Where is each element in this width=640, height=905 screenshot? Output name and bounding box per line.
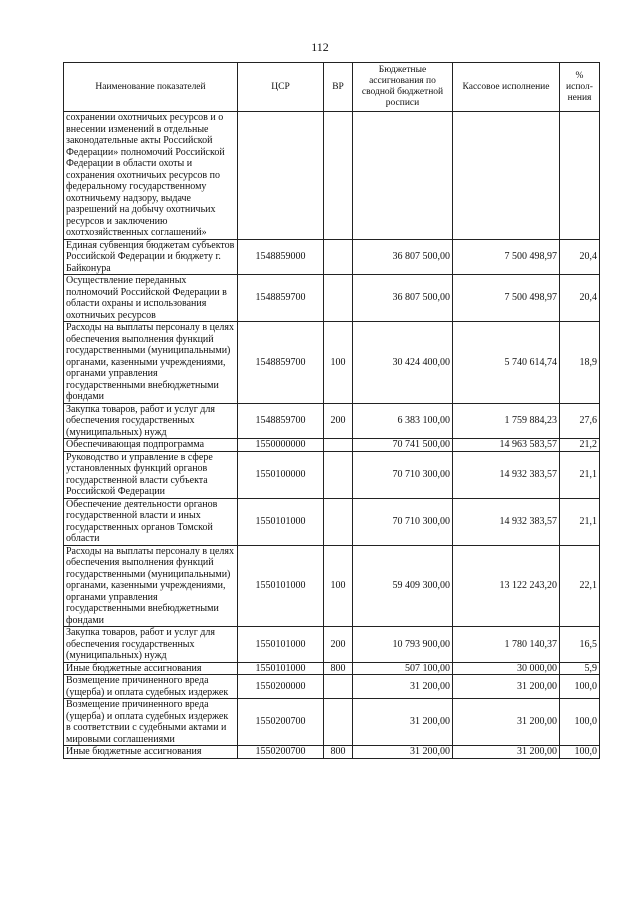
header-percent: % испол-нения [560,63,600,112]
cell-execution: 31 200,00 [453,675,560,699]
cell-assignments: 507 100,00 [353,662,453,675]
table-row [64,451,600,498]
cell-execution: 30 000,00 [453,662,560,675]
cell-vr: 100 [324,545,353,627]
cell-csr: 1548859700 [238,322,324,404]
table-row [64,275,600,322]
cell-percent: 100,0 [560,675,600,699]
cell-name: Расходы на выплаты персоналу в целях обеспечения выполнения функций государственными (муниципальными) органами, казенными учреждениями, органами управления государственными внебюджетными фондами [64,545,238,627]
cell-csr: 1548859700 [238,275,324,322]
cell-percent: 22,1 [560,545,600,627]
cell-assignments: 6 383 100,00 [353,403,453,439]
cell-vr: 800 [324,746,353,759]
cell-name: Возмещение причиненного вреда (ущерба) и оплата судебных издержек [64,675,238,699]
page-number: 112 [311,40,329,54]
cell-vr: 200 [324,403,353,439]
cell-vr [324,498,353,545]
cell-name: сохранении охотничьих ресурсов и о внесении изменений в отдельные законодательные акты Российской Федерации» полномочий Российской Федерации в области охоты и сохранения охотничьих ресурсов по федеральному государственному охотничьему надзору, выдаче разрешений на добычу охотничьих ресурсов и заключению охотхозяйственных соглашений» [64,112,238,240]
cell-percent: 20,4 [560,275,600,322]
cell-percent: 21,1 [560,451,600,498]
table-row [64,746,600,759]
cell-vr [324,675,353,699]
cell-percent: 20,4 [560,239,600,275]
cell-csr: 1550101000 [238,627,324,663]
cell-name: Расходы на выплаты персоналу в целях обеспечения выполнения функций государственными (муниципальными) органами, казенными учреждениями, органами управления государственными внебюджетными фондами [64,322,238,404]
cell-execution: 14 963 583,57 [453,439,560,452]
cell-execution: 13 122 243,20 [453,545,560,627]
cell-execution: 7 500 498,97 [453,239,560,275]
table-row [64,699,600,746]
cell-vr: 200 [324,627,353,663]
cell-execution: 14 932 383,57 [453,451,560,498]
header-execution: Кассовое исполнение [453,63,560,112]
cell-vr [324,451,353,498]
cell-execution: 7 500 498,97 [453,275,560,322]
cell-execution: 31 200,00 [453,746,560,759]
cell-csr: 1550101000 [238,662,324,675]
cell-assignments: 36 807 500,00 [353,239,453,275]
budget-table [63,62,600,759]
cell-csr: 1548859000 [238,239,324,275]
cell-assignments: 31 200,00 [353,746,453,759]
cell-assignments: 70 741 500,00 [353,439,453,452]
cell-csr: 1550101000 [238,498,324,545]
cell-vr [324,239,353,275]
cell-csr: 1550200700 [238,699,324,746]
cell-name: Иные бюджетные ассигнования [64,662,238,675]
cell-vr [324,275,353,322]
cell-percent: 18,9 [560,322,600,404]
cell-vr [324,699,353,746]
table-row [64,627,600,663]
header-vr: ВР [324,63,353,112]
cell-execution: 5 740 614,74 [453,322,560,404]
cell-assignments: 30 424 400,00 [353,322,453,404]
table-row [64,439,600,452]
cell-assignments: 70 710 300,00 [353,451,453,498]
cell-percent: 100,0 [560,746,600,759]
cell-vr [324,439,353,452]
cell-csr: 1550100000 [238,451,324,498]
cell-csr: 1550200700 [238,746,324,759]
table-row [64,545,600,627]
cell-execution: 1 759 884,23 [453,403,560,439]
cell-assignments: 10 793 900,00 [353,627,453,663]
cell-name: Закупка товаров, работ и услуг для обеспечения государственных (муниципальных) нужд [64,403,238,439]
cell-name: Обеспечение деятельности органов государственной власти и иных государственных органов Томской области [64,498,238,545]
cell-assignments [353,112,453,240]
cell-name: Осуществление переданных полномочий Российской Федерации в области охраны и использования охотничьих ресурсов [64,275,238,322]
table-row [64,498,600,545]
cell-csr: 1550000000 [238,439,324,452]
cell-execution [453,112,560,240]
cell-csr [238,112,324,240]
cell-percent: 21,1 [560,498,600,545]
table-row [64,112,600,240]
cell-name: Единая субвенция бюджетам субъектов Российской Федерации и бюджету г. Байконура [64,239,238,275]
cell-percent [560,112,600,240]
cell-vr [324,112,353,240]
cell-vr: 800 [324,662,353,675]
cell-assignments: 31 200,00 [353,699,453,746]
cell-assignments: 36 807 500,00 [353,275,453,322]
header-name: Наименование показателей [64,63,238,112]
table-row [64,675,600,699]
cell-csr: 1550101000 [238,545,324,627]
cell-execution: 1 780 140,37 [453,627,560,663]
cell-csr: 1550200000 [238,675,324,699]
cell-name: Обеспечивающая подпрограмма [64,439,238,452]
header-row [64,63,600,112]
cell-percent: 21,2 [560,439,600,452]
cell-vr: 100 [324,322,353,404]
table-row [64,662,600,675]
cell-assignments: 59 409 300,00 [353,545,453,627]
cell-csr: 1548859700 [238,403,324,439]
cell-execution: 14 932 383,57 [453,498,560,545]
cell-assignments: 70 710 300,00 [353,498,453,545]
cell-assignments: 31 200,00 [353,675,453,699]
table-row [64,403,600,439]
cell-percent: 27,6 [560,403,600,439]
cell-name: Возмещение причиненного вреда (ущерба) и оплата судебных издержек в соответствии с судебными актами и мировыми соглашениями [64,699,238,746]
cell-percent: 16,5 [560,627,600,663]
table-row [64,239,600,275]
header-csr: ЦСР [238,63,324,112]
cell-execution: 31 200,00 [453,699,560,746]
cell-name: Закупка товаров, работ и услуг для обеспечения государственных (муниципальных) нужд [64,627,238,663]
cell-name: Руководство и управление в сфере установленных функций органов государственной власти субъекта Российской Федерации [64,451,238,498]
cell-percent: 5,9 [560,662,600,675]
header-assignments: Бюджетные ассигнования по сводной бюджетной росписи [353,63,453,112]
cell-percent: 100,0 [560,699,600,746]
table-row [64,322,600,404]
cell-name: Иные бюджетные ассигнования [64,746,238,759]
